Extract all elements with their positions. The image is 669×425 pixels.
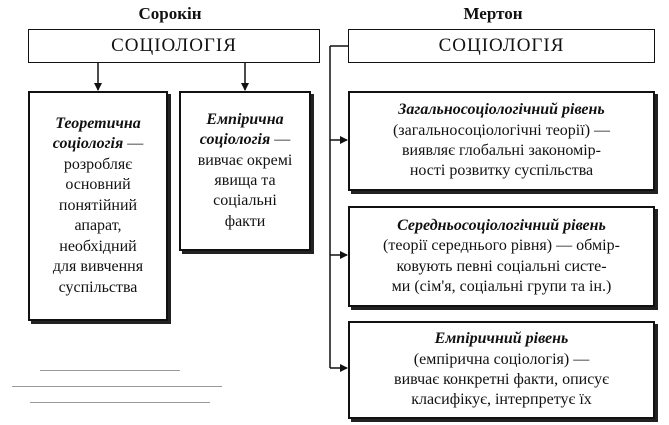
middle-level-term: Середньосоціологічний рівень — [397, 216, 606, 234]
general-level-desc-line: ності розвитку суспільства — [409, 162, 594, 180]
empirical-level-term: Емпіричний рівень — [434, 330, 569, 348]
merton-sociology-title: СОЦІОЛОГІЯ — [348, 29, 655, 63]
theoretical-desc-line: апарат, — [74, 217, 122, 235]
middle-level-desc-line: (теорії середнього рівня) — обмір- — [383, 237, 620, 255]
empirical-level-desc-line: вивчає конкретні факти, описує — [394, 371, 609, 388]
scan-noise — [12, 386, 222, 387]
theoretical-dash: — — [123, 135, 144, 153]
general-level-desc-line: (загальносоціологічні теорії) — — [392, 121, 611, 139]
theoretical-desc-line: для вивчення — [52, 258, 144, 276]
theoretical-desc-line: необхідний — [59, 237, 137, 255]
theoretical-term-line-2: соціологія — [52, 135, 124, 153]
empirical-desc-line: явища та — [214, 172, 276, 189]
empirical-level-desc-line: класифікує, інтерпретує їх — [411, 391, 592, 409]
empirical-desc-line: соціальні — [213, 192, 277, 210]
empirical-desc-line: факти — [224, 212, 266, 230]
empirical-level-desc-line: (емпірична соціологія) — — [413, 350, 590, 368]
middle-level-desc-line: ми (сім'я, соціальні групи та ін.) — [391, 277, 612, 295]
theoretical-desc-line: понятійний — [58, 196, 138, 214]
general-level-desc-line: виявляє глобальні закономір- — [402, 142, 601, 159]
sorokin-sociology-title: СОЦІОЛОГІЯ — [28, 29, 320, 63]
scan-noise — [30, 402, 210, 403]
theoretical-term-line-1: Теоретична — [55, 114, 141, 132]
theoretical-sociology-box — [28, 91, 168, 321]
general-level-box — [348, 91, 655, 191]
theoretical-desc-line: основний — [65, 176, 131, 194]
empirical-dash: — — [270, 131, 291, 149]
empirical-term-line-1: Емпірична — [206, 110, 284, 128]
merton-heading: Мертон — [463, 4, 523, 23]
theoretical-desc-line: розробляє — [63, 155, 133, 173]
theoretical-desc-line: суспільства — [58, 278, 138, 296]
scan-noise — [40, 370, 180, 371]
general-level-term: Загальносоціологічний рівень — [398, 101, 605, 119]
empirical-sociology-box — [179, 91, 311, 251]
empirical-level-box — [348, 321, 655, 419]
middle-level-box — [348, 206, 655, 307]
sorokin-heading: Сорокін — [138, 4, 202, 23]
middle-level-desc-line: ковують певні соціальні систе- — [396, 257, 607, 275]
empirical-term-line-2: соціологія — [199, 131, 271, 149]
empirical-desc-line: вивчає окремі — [197, 151, 293, 169]
